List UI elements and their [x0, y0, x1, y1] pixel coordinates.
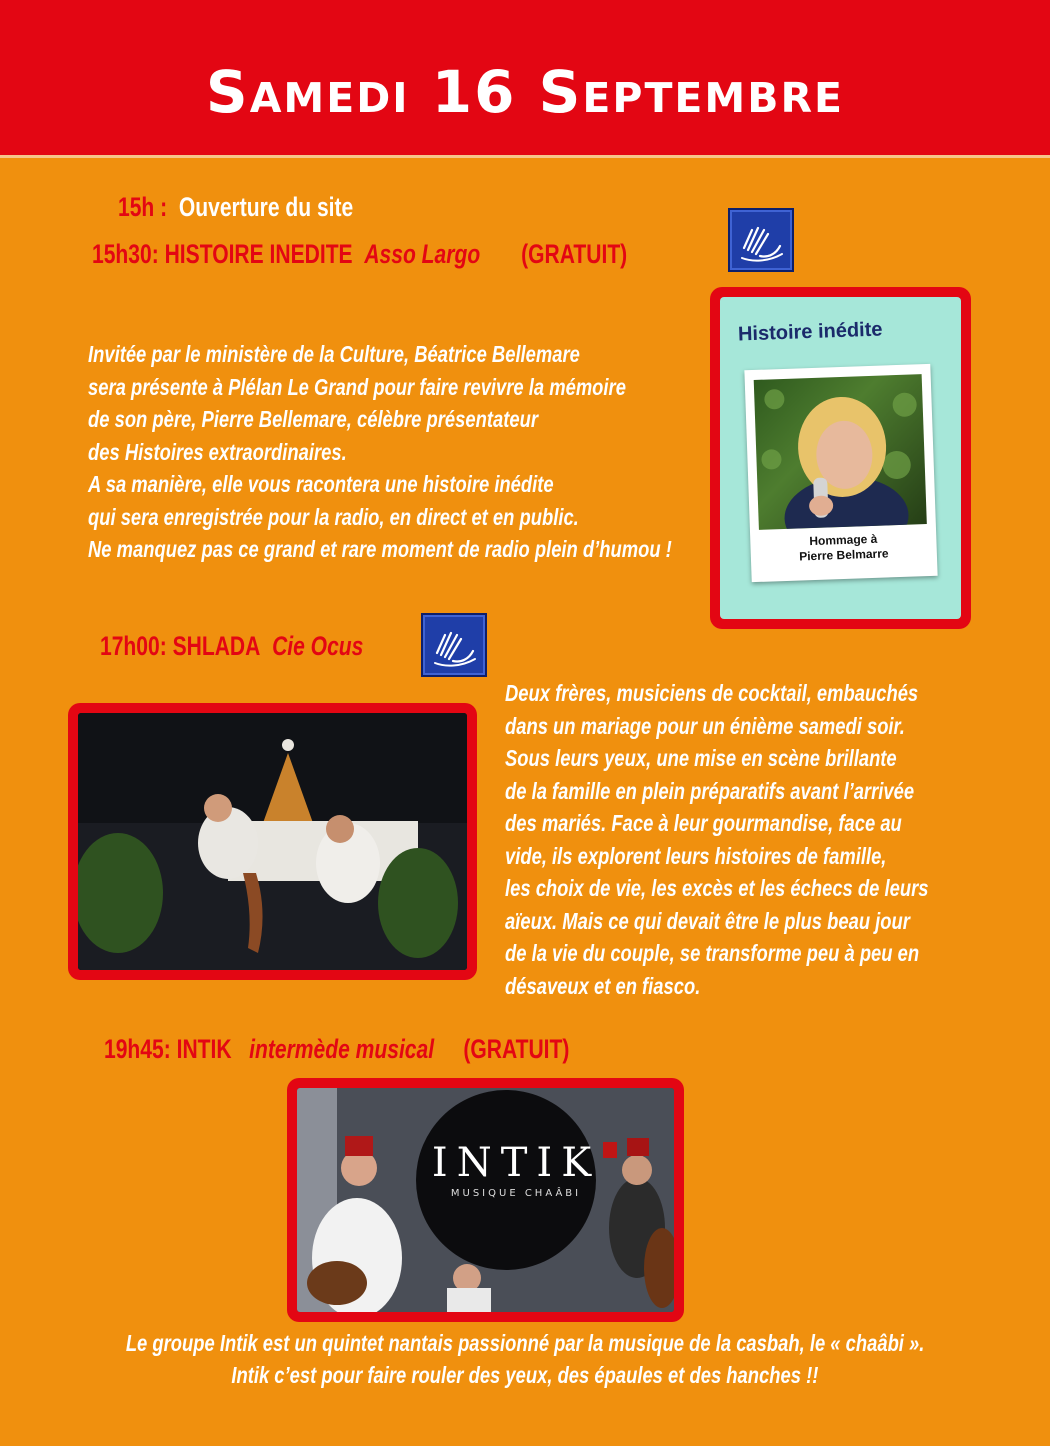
- intik-logo: INTIK: [431, 1140, 601, 1186]
- schedule-item-opening: [118, 192, 353, 223]
- schedule-label: Ouverture du site: [178, 192, 354, 222]
- text-line: les choix de vie, les excès et les échecs de leurs: [505, 875, 929, 901]
- show-title: INTIK: [176, 1034, 232, 1064]
- show-title: SHLADA: [172, 631, 261, 661]
- show-title: HISTOIRE INEDITE: [164, 239, 353, 269]
- text-line: Deux frères, musiciens de cocktail, embauchés: [505, 680, 919, 706]
- sign-language-hands-icon: [728, 208, 794, 272]
- intik-footer-line-2: Intik c’est pour faire rouler des yeux, des épaules et des hanches !!: [231, 1362, 819, 1388]
- price-badge: (GRATUIT): [521, 239, 628, 269]
- sign-language-hands-icon: [421, 613, 487, 677]
- text-line: désaveux et en fiasco.: [505, 972, 701, 999]
- shlada-photo: [68, 703, 477, 980]
- poster-caption: Hommage à Pierre Belmarre: [798, 531, 889, 564]
- schedule-item-histoire: [92, 239, 627, 270]
- schedule-item-intik: [104, 1034, 569, 1065]
- text-line: qui sera enregistrée pour la radio, en direct et en public.: [88, 503, 579, 530]
- intik-photo: [287, 1078, 684, 1322]
- company-name: intermède musical: [249, 1034, 435, 1064]
- text-line: de la famille en plein préparatifs avant l’arrivée: [505, 777, 915, 804]
- text-line: des Histoires extraordinaires.: [88, 438, 347, 465]
- text-line: Ne manquez pas ce grand et rare moment de radio plein d’humou !: [88, 536, 672, 562]
- poster-title: Histoire inédite: [737, 318, 883, 346]
- intik-logo-subtitle: MUSIQUE CHAÂBI: [450, 1188, 582, 1199]
- histoire-poster: [710, 287, 971, 629]
- company-name: Asso Largo: [364, 239, 481, 269]
- schedule-time: 19h45:: [104, 1034, 171, 1064]
- portrait-image: [754, 374, 927, 530]
- text-line: dans un mariage pour un énième samedi soir.: [505, 712, 905, 739]
- price-badge: (GRATUIT): [463, 1034, 570, 1064]
- text-line: de son père, Pierre Bellemare, célèbre présentateur: [88, 406, 538, 432]
- text-line: vide, ils explorent leurs histoires de famille,: [505, 842, 887, 869]
- text-line: des mariés. Face à leur gourmandise, face au: [505, 810, 902, 836]
- text-line: aïeux. Mais ce qui devait être le plus beau jour: [505, 907, 910, 934]
- schedule-time: 17h00:: [100, 631, 167, 661]
- company-name: Cie Ocus: [272, 631, 364, 661]
- page-title: Samedi 16 Septembre: [205, 58, 845, 126]
- polaroid-photo: [744, 364, 937, 582]
- header-banner: [0, 0, 1050, 158]
- histoire-description: [88, 338, 672, 566]
- text-line: Invitée par le ministère de la Culture, Béatrice Bellemare: [88, 341, 580, 367]
- shlada-description: [505, 677, 928, 1002]
- text-line: A sa manière, elle vous racontera une histoire inédite: [88, 471, 554, 497]
- fez-hat-icon: [603, 1142, 617, 1158]
- text-line: de la vie du couple, se transforme peu à peu en: [505, 940, 920, 966]
- text-line: Sous leurs yeux, une mise en scène brillante: [505, 745, 897, 771]
- text-line: sera présente à Plélan Le Grand pour faire revivre la mémoire: [88, 373, 626, 400]
- schedule-item-shlada: [100, 631, 363, 662]
- intik-footer-line-1: Le groupe Intik est un quintet nantais passionné par la musique de la casbah, le « chaâbi ».: [125, 1330, 925, 1356]
- schedule-time: 15h30:: [92, 239, 159, 269]
- schedule-time: 15h :: [118, 192, 168, 222]
